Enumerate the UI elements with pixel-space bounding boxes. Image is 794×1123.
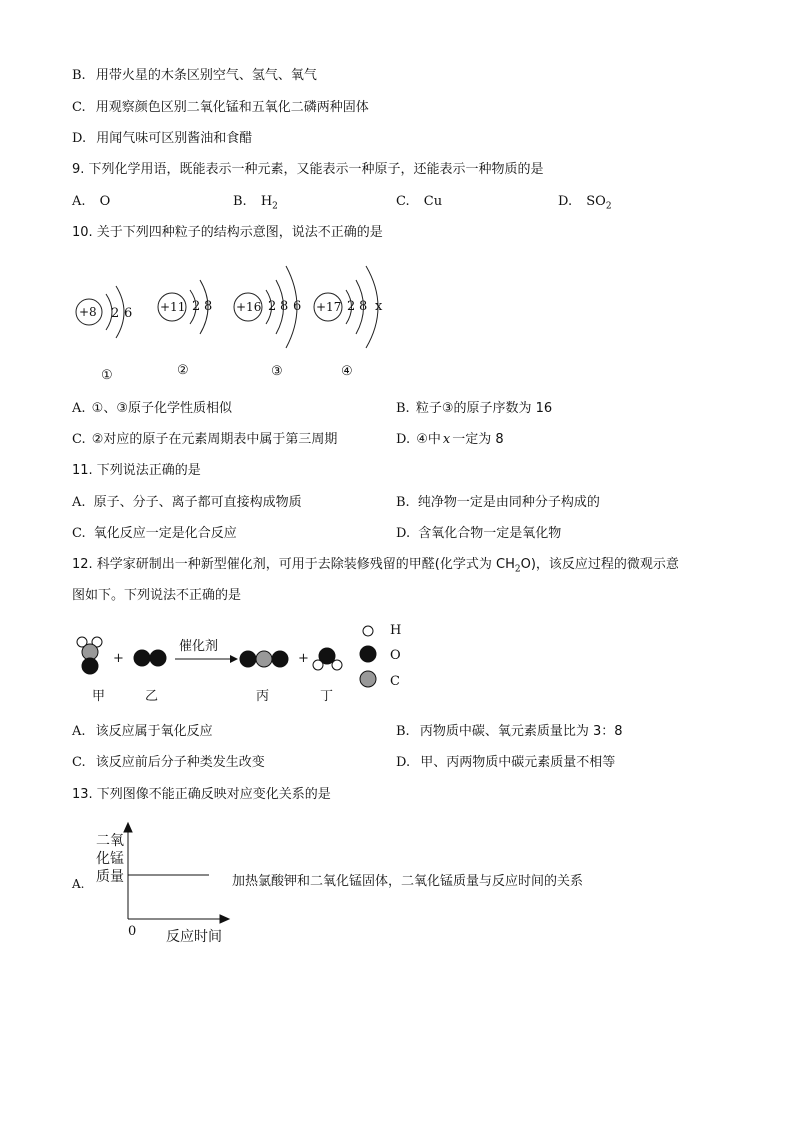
c-atom — [256, 651, 272, 667]
o-atom — [150, 650, 166, 666]
q9-option-c: C. Cu — [396, 194, 443, 209]
q11-stem: 11. 下列说法正确的是 — [72, 463, 201, 478]
q12-stem-line2: 图如下。下列说法不正确的是 — [72, 588, 242, 603]
shell-electrons-4c: x — [375, 299, 383, 314]
q13-ylabel-2: 化锰 — [96, 851, 124, 867]
shell-electrons-1b: 6 — [124, 306, 133, 321]
q11-option-b: B. 纯净物一定是由同种分子构成的 — [396, 495, 600, 510]
q12-option-c: C. 该反应前后分子种类发生改变 — [72, 755, 265, 770]
q10-stem: 10. 关于下列四种粒子的结构示意图，说法不正确的是 — [72, 225, 383, 240]
legend-o-atom — [360, 646, 376, 662]
q13-origin: 0 — [128, 924, 137, 939]
q9-option-d: D. $SO_2$ — [558, 194, 612, 212]
q13-option-a-desc: 加热氯酸钾和二氧化锰固体，二氧化锰质量与反应时间的关系 — [232, 874, 584, 889]
label-jia: 甲 — [92, 689, 106, 704]
particle-label-4: ④ — [341, 364, 353, 379]
q9-stem: 9. 下列化学用语，既能表示一种元素，又能表示一种原子，还能表示一种物质的是 — [72, 162, 544, 177]
q8-option-b: B. 用带火星的木条区别空气、氢气、氧气 — [72, 68, 317, 83]
q12-option-b: B. 丙物质中碳、氧元素质量比为 3：8 — [396, 724, 623, 739]
q12-stem-line1: 12. 科学家研制出一种新型催化剂，可用于去除装修残留的甲醛(化学式为 $CH_2O$)，该反应过程的微观示意 — [72, 557, 679, 575]
q13-stem: 13. 下列图像不能正确反映对应变化关系的是 — [72, 787, 331, 802]
h-atom — [332, 660, 342, 670]
q10-option-d: D. ④中 x 一定为 8 — [396, 432, 504, 447]
catalyst-label: 催化剂 — [179, 639, 219, 654]
q10-option-b: B. 粒子③的原子序数为 16 — [396, 401, 553, 416]
legend-c: C — [390, 674, 400, 689]
q10-option-a: A. ①、③原子化学性质相似 — [72, 401, 232, 416]
shell-electrons-4b: 8 — [359, 299, 368, 314]
o-atom — [272, 651, 288, 667]
shell-electrons-3c: 6 — [293, 299, 302, 314]
q11-option-c: C. 氧化反应一定是化合反应 — [72, 526, 237, 541]
q12-option-a: A. 该反应属于氧化反应 — [72, 724, 213, 739]
c-atom — [82, 644, 98, 660]
q9-option-b: B. $H_2$ — [233, 194, 278, 212]
q9-option-a: A. O — [72, 194, 111, 209]
shell-electrons-3b: 8 — [280, 299, 289, 314]
label-bing: 丙 — [256, 689, 270, 704]
q13-ylabel-3: 质量 — [96, 869, 124, 885]
q13-option-a-letter: A. — [72, 877, 85, 891]
h-atom — [77, 637, 87, 647]
o-atom — [134, 650, 150, 666]
nucleus-label-2: +11 — [160, 300, 186, 314]
legend-c-atom — [360, 671, 376, 687]
y-axis-arrow — [124, 823, 132, 832]
x-axis-arrow — [220, 915, 229, 923]
nucleus-label-1: +8 — [79, 305, 97, 319]
o-atom — [319, 648, 335, 664]
shell-electrons-4a: 2 — [347, 299, 356, 314]
reaction-arrow — [175, 655, 238, 663]
o-atom — [82, 658, 98, 674]
h-atom — [313, 660, 323, 670]
label-ding: 丁 — [320, 689, 334, 704]
label-yi: 乙 — [145, 689, 159, 704]
q13-xlabel: 反应时间 — [166, 929, 222, 945]
shell-electrons-3a: 2 — [268, 299, 277, 314]
q12-option-d: D. 甲、丙两物质中碳元素质量不相等 — [396, 755, 616, 770]
legend-h-atom — [363, 626, 373, 636]
nucleus-label-4: +17 — [316, 300, 342, 314]
legend-h: H — [390, 623, 402, 638]
legend-o: O — [390, 648, 401, 663]
particle-label-1: ① — [101, 368, 113, 383]
plus-sign-2: + — [298, 651, 309, 666]
particle-label-2: ② — [177, 363, 189, 378]
shell-electrons-1a: 2 — [111, 306, 120, 321]
o-atom — [240, 651, 256, 667]
q13-ylabel-1: 二氧 — [96, 833, 124, 849]
q8-option-d: D. 用闻气味可区别酱油和食醋 — [72, 131, 253, 146]
nucleus-label-3: +16 — [236, 300, 262, 314]
q10-option-c: C. ②对应的原子在元素周期表中属于第三周期 — [72, 432, 338, 447]
q8-option-c: C. 用观察颜色区别二氧化锰和五氧化二磷两种固体 — [72, 100, 369, 115]
particle-label-3: ③ — [271, 364, 283, 379]
plus-sign-1: + — [113, 651, 124, 666]
shell-electrons-2a: 2 — [192, 299, 201, 314]
shell-electrons-2b: 8 — [204, 299, 213, 314]
q11-option-d: D. 含氧化合物一定是氧化物 — [396, 526, 562, 541]
q11-option-a: A. 原子、分子、离子都可直接构成物质 — [72, 495, 302, 510]
h-atom — [92, 637, 102, 647]
